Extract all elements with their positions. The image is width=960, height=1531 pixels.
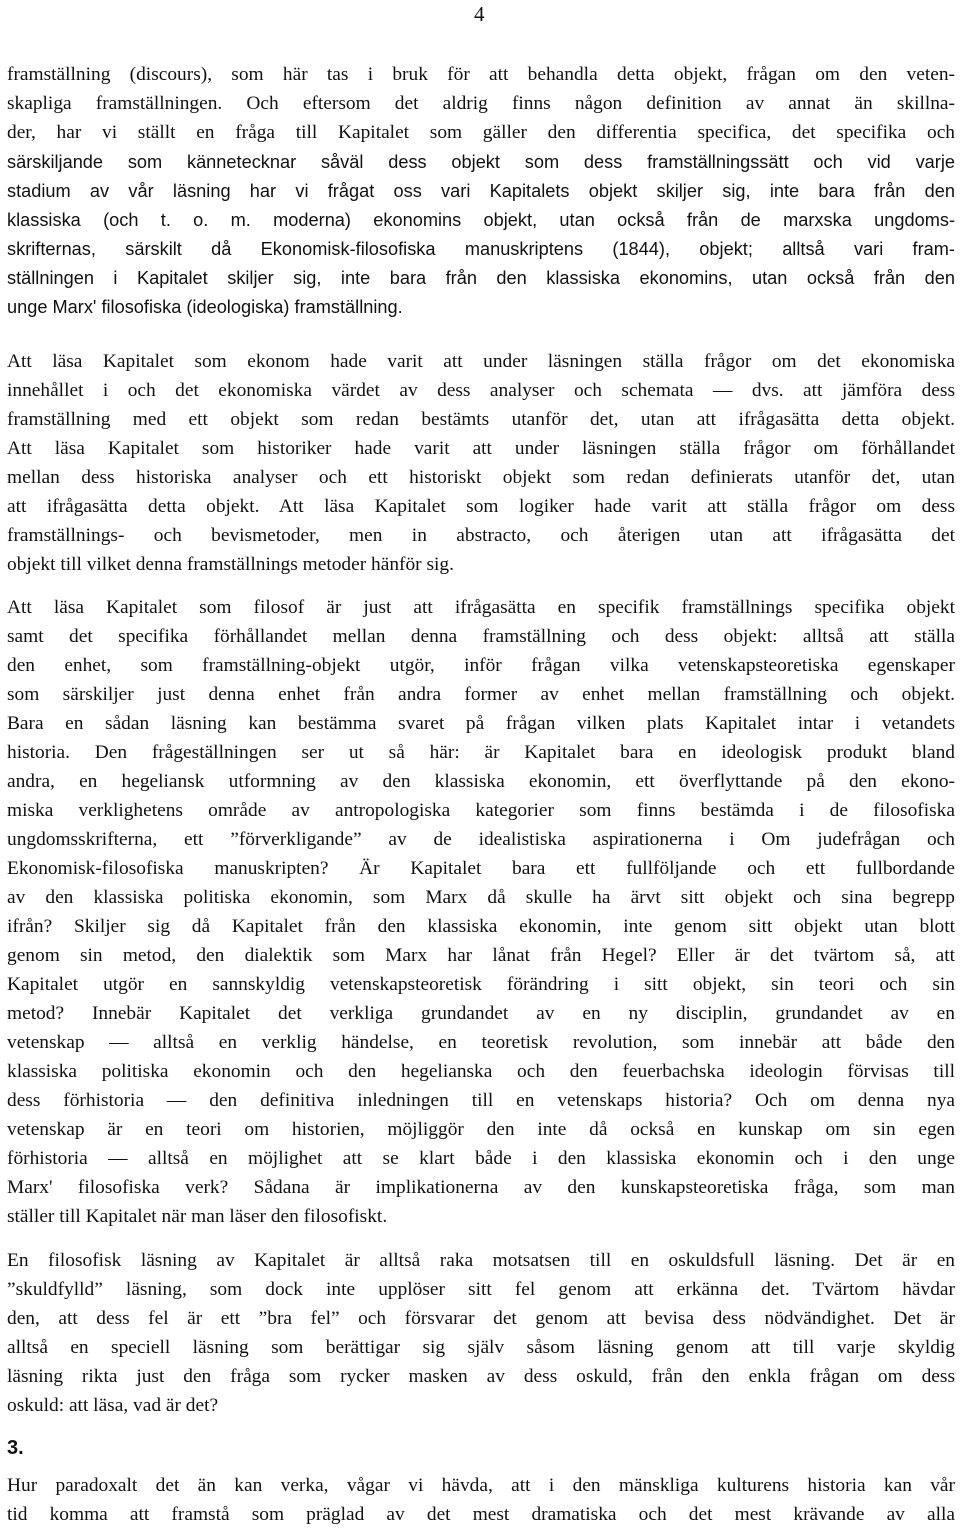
- text-line: förhistoria ― alltså en möjlighet att se klart både i den klassiska ekonomin och i den unge: [7, 1148, 955, 1169]
- text-line: unge Marx' filosofiska (ideologiska) framställning.: [7, 297, 403, 317]
- text-line: Bara en sådan läsning kan bestämma svaret på frågan vilken plats Kapitalet intar i vetandets: [7, 713, 955, 734]
- text-line: stadium av vår läsning har vi frågat oss vari Kapitalets objekt skiljer sig, inte bara från den: [7, 181, 955, 201]
- text-line: klassiska politiska ekonomin och den hegelianska och den feuerbachska ideologin förvisas till: [7, 1061, 955, 1082]
- text-line: som särskiljer just denna enhet från andra former av enhet mellan framställning och objekt.: [7, 684, 955, 705]
- text-line: der, har vi ställt en fråga till Kapitalet som gäller den differentia specifica, det specifika och: [7, 122, 955, 143]
- text-line: skapliga framställningen. Och eftersom det aldrig finns någon definition av annat än skillna-: [7, 93, 955, 114]
- text-line: dess förhistoria ― den definitiva inledningen till en vetenskaps historia? Och om denna nya: [7, 1090, 955, 1111]
- text-line: Hur paradoxalt det än kan verka, vågar vi hävda, att i den mänskliga kulturens historia kan vår: [7, 1475, 955, 1496]
- text-line: alltså en speciell läsning som berättigar sig själv såsom läsning genom att till varje skyldig: [7, 1337, 955, 1358]
- text-line: ungdomsskrifterna, ett ”förverkligande” av de idealistiska aspirationerna i Om judefrågan och: [7, 829, 955, 850]
- text-line: att ifrågasätta detta objekt. Att läsa Kapitalet som logiker hade varit att ställa frågor om dess: [7, 496, 955, 517]
- text-line: den, att dess fel är ett ”bra fel” och försvarar det genom att bevisa dess nödvändighet. Det är: [7, 1308, 955, 1329]
- text-line: Att läsa Kapitalet som historiker hade varit att under läsningen ställa frågor om förhållandet: [7, 438, 955, 459]
- text-line: särskiljande som kännetecknar såväl dess objekt som dess framställningssätt och vid varje: [7, 152, 955, 172]
- text-line: Kapitalet utgör en sannskyldig vetenskapsteoretisk förändring i sitt objekt, sin teori och sin: [7, 974, 955, 995]
- text-line: vetenskap ― alltså en verklig händelse, en teoretisk revolution, som innebär att både den: [7, 1032, 955, 1053]
- text-line: samt det specifika förhållandet mellan denna framställning och dess objekt: alltså att ställa: [7, 626, 955, 647]
- text-line: Att läsa Kapitalet som filosof är just att ifrågasätta en specifik framställnings specifika objekt: [7, 597, 955, 618]
- text-line: Marx' filosofiska verk? Sådana är implikationerna av den kunskapsteoretiska fråga, som man: [7, 1177, 955, 1198]
- page-number: 4: [474, 2, 485, 26]
- text-line: framställning med ett objekt som redan bestämts utanför det, utan att ifrågasätta detta objekt.: [7, 409, 955, 430]
- text-line: innehållet i och det ekonomiska värdet av dess analyser och schemata ― dvs. att jämföra dess: [7, 380, 955, 401]
- section-number: 3.: [7, 1437, 24, 1459]
- text-line: ställningen i Kapitalet skiljer sig, inte bara från den klassiska ekonomins, utan också från den: [7, 268, 955, 288]
- text-line: objekt till vilket denna framställnings metoder hänför sig.: [7, 554, 454, 575]
- text-line: Att läsa Kapitalet som ekonom hade varit att under läsningen ställa frågor om det ekonomiska: [7, 351, 955, 372]
- text-line: En filosofisk läsning av Kapitalet är alltså raka motsatsen till en oskuldsfull läsning. Det är en: [7, 1250, 955, 1271]
- text-line: läsning rikta just den fråga som rycker masken av dess oskuld, från den enkla frågan om dess: [7, 1366, 955, 1387]
- text-line: oskuld: att läsa, vad är det?: [7, 1395, 219, 1416]
- text-line: Ekonomisk-filosofiska manuskripten? Är Kapitalet bara ett fullföljande och ett fullbordande: [7, 858, 955, 879]
- text-line: av den klassiska politiska ekonomin, som Marx då skulle ha ärvt sitt objekt och sina begrepp: [7, 887, 955, 908]
- text-line: ifrån? Skiljer sig då Kapitalet från den klassiska ekonomin, inte genom sitt objekt utan blott: [7, 916, 955, 937]
- text-line: historia. Den frågeställningen ser ut så här: är Kapitalet bara en ideologisk produkt bland: [7, 742, 955, 763]
- text-line: metod? Innebär Kapitalet det verkliga grundandet av en ny disciplin, grundandet av en: [7, 1003, 955, 1024]
- text-line: den enhet, som framställning-objekt utgör, inför frågan vilka vetenskapsteoretiska egenskaper: [7, 655, 955, 676]
- text-line: tid komma att framstå som präglad av det mest dramatiska och det mest krävande av alla: [7, 1504, 955, 1525]
- text-line: ”skuldfylld” läsning, som dock inte upplöser sitt fel genom att erkänna det. Tvärtom hävdar: [7, 1279, 955, 1300]
- text-line: vetenskap är en teori om historien, möjliggör den inte då också en kunskap om sin egen: [7, 1119, 955, 1140]
- text-line: skrifternas, särskilt då Ekonomisk-filosofiska manuskriptens (1844), objekt; alltså vari fram-: [7, 239, 955, 259]
- text-line: genom sin metod, den dialektik som Marx har lånat från Hegel? Eller är det tvärtom så, att: [7, 945, 955, 966]
- text-line: framställnings- och bevismetoder, men in abstracto, och återigen utan att ifrågasätta det: [7, 525, 955, 546]
- text-line: klassiska (och t. o. m. moderna) ekonomins objekt, utan också från de marxska ungdoms-: [7, 210, 955, 230]
- text-line: miska verklighetens område av antropologiska kategorier som finns bestämda i de filosofiska: [7, 800, 955, 821]
- text-line: andra, en hegeliansk utformning av den klassiska ekonomin, ett överflyttande på den ekono-: [7, 771, 955, 792]
- text-line: framställning (discours), som här tas i bruk för att behandla detta objekt, frågan om den veten-: [7, 64, 955, 85]
- text-line: ställer till Kapitalet när man läser den filosofiskt.: [7, 1206, 388, 1227]
- text-line: mellan dess historiska analyser och ett historiskt objekt som redan definierats utanför det, utan: [7, 467, 955, 488]
